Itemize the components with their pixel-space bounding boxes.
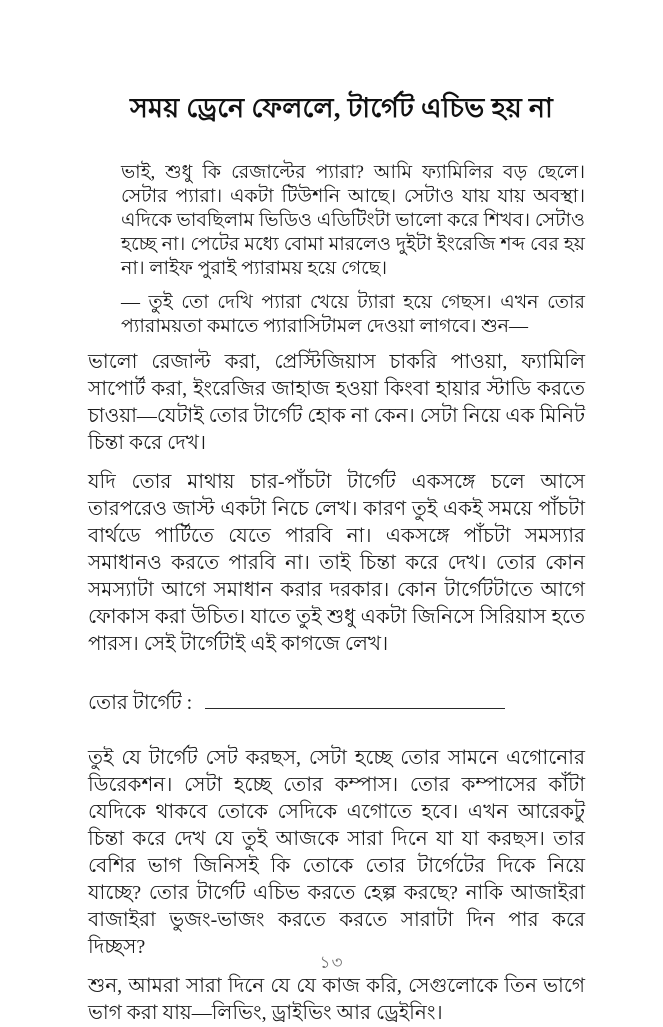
- body-paragraph-4: শুন, আমরা সারা দিনে যে যে কাজ করি, সেগুলোকে তিন ভাগে ভাগ করা যায়—লিভিং, ড্রাইভিং আর ড্রেইনিং।: [88, 975, 585, 1024]
- dialogue-paragraph-2: — তুই তো দেখি প্যারা খেয়ে ট্যারা হয়ে গেছস। এখন তোর প্যারাময়তা কমাতে প্যারাসিটামল দেওয়া লাগবে। শুন—: [121, 292, 585, 337]
- target-blank-underline: [205, 688, 505, 709]
- target-label: তোর টার্গেট :: [88, 692, 193, 714]
- body-paragraph-1: ভালো রেজাল্ট করা, প্রেস্টিজিয়াস চাকরি পাওয়া, ফ্যামিলি সাপোর্ট করা, ইংরেজির জাহাজ হওয়া কিংবা হায়ার স্টাডি করতে চাওয়া—যেটাই তোর টার্গেট হোক না কেন। সেটা নিয়ে এক মিনিট চিন্তা করে দেখ।: [88, 351, 585, 454]
- chapter-title: সময় ড্রেনে ফেললে, টার্গেট এচিভ হয় না: [129, 93, 554, 123]
- page-footer: [0, 950, 663, 978]
- body-paragraph-2: যদি তোর মাথায় চার-পাঁচটা টার্গেট একসঙ্গে চলে আসে তারপরেও জাস্ট একটা নিচে লেখ। কারণ তুই একই সময়ে পাঁচটা বার্থডে পার্টিতে যেতে পারবি না। একসঙ্গে পাঁচটা সমস্যার সমাধানও করতে পারবি না। তাই চিন্তা করে দেখ। তোর কোন সমস্যাটা আগে সমাধান করার দরকার। কোন টার্গেটটাতে আগে ফোকাস করা উচিত। যাতে তুই শুধু একটা জিনিসে সিরিয়াস হতে পারস। সেই টার্গেটাই এই কাগজে লেখ।: [88, 471, 585, 655]
- target-fill-in-row: [88, 688, 585, 717]
- dialogue-paragraph-1: ভাই, শুধু কি রেজাল্টের প্যারা? আমি ফ্যামিলির বড় ছেলে। সেটার প্যারা। একটা টিউশনি আছে। সেটাও যায় যায় অবস্থা। এদিকে ভাবছিলাম ভিডিও এডিটিংটা ভালো করে শিখব। সেটাও হচ্ছে না। পেটের মধ্যে বোমা মারলেও দুইটা ইংরেজি শব্দ বের হয় না। লাইফ পুরাই প্যারাময় হয়ে গেছে।: [121, 162, 585, 279]
- page-number: ১৩: [319, 953, 344, 972]
- body-paragraph-3: তুই যে টার্গেট সেট করছস, সেটা হচ্ছে তোর সামনে এগোনোর ডিরেকশন। সেটা হচ্ছে তোর কম্পাস। তোর কম্পাসের কাঁটা যেদিকে থাকবে তোকে সেদিকে এগোতে হবে। এখন আরেকটু চিন্তা করে দেখ যে তুই আজকে সারা দিনে যা যা করছস। তার বেশির ভাগ জিনিসই কি তোকে তোর টার্গেটের দিকে নিয়ে যাচ্ছে? তোর টার্গেট এচিভ করতে হেল্প করছে? নাকি আজাইরা বাজাইরা ভুজং-ভাজং করতে করতে সারাটা দিন পার করে দিচ্ছস?: [88, 747, 585, 958]
